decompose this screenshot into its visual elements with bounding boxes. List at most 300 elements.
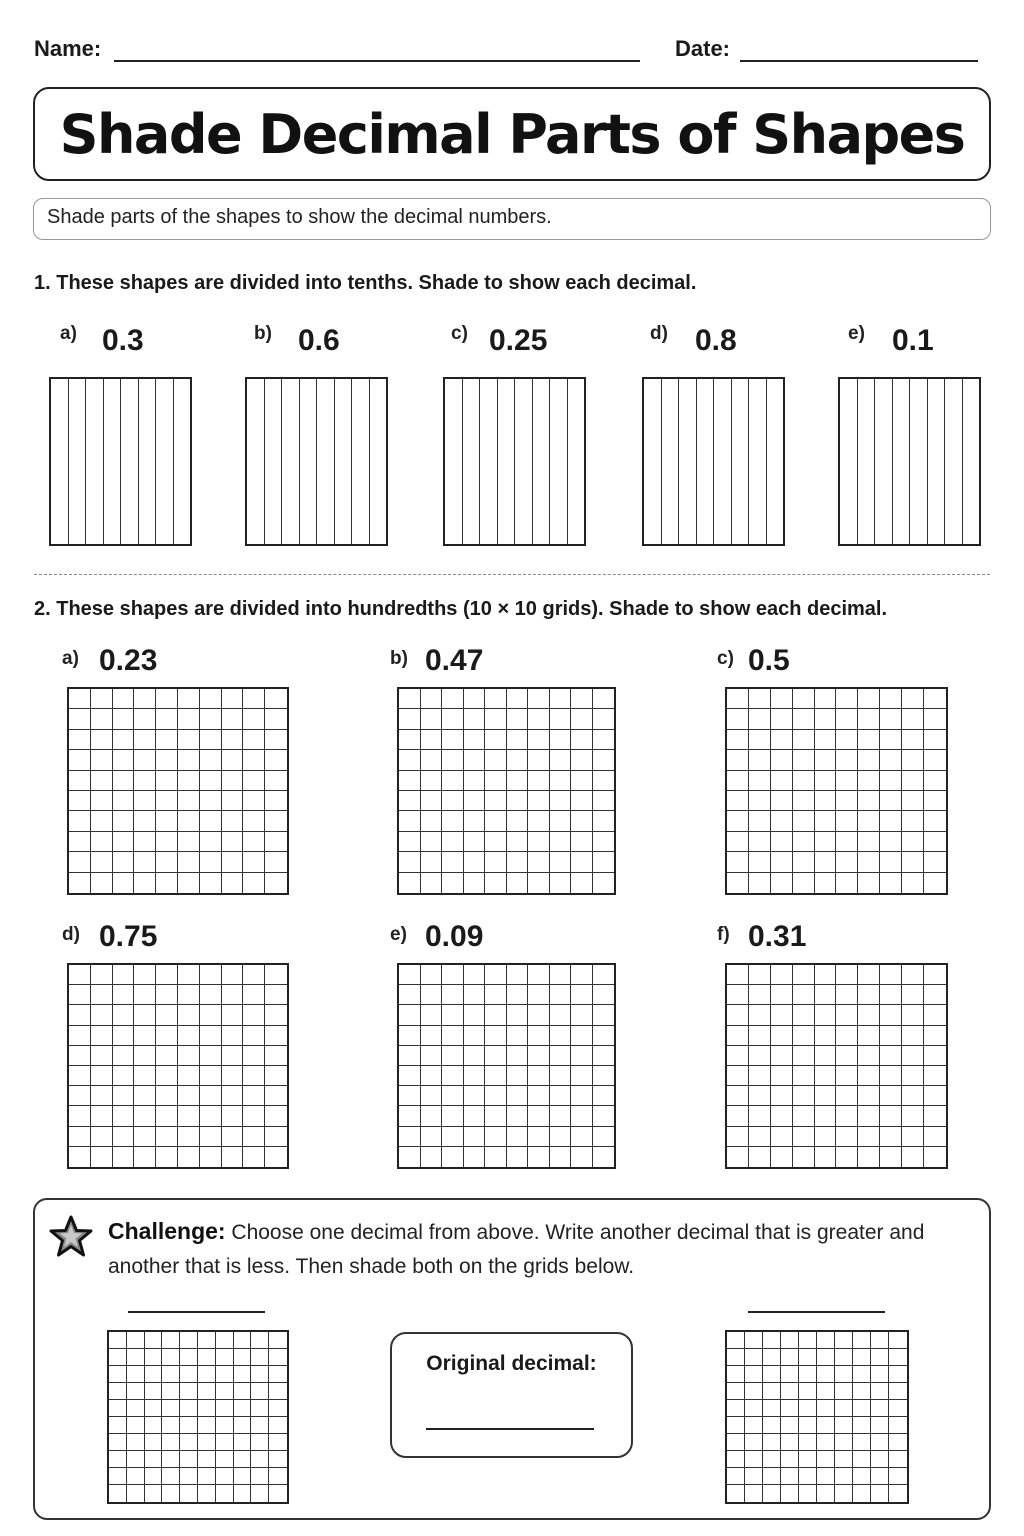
grid-cell[interactable] <box>251 1485 269 1502</box>
grid-cell[interactable] <box>858 1086 880 1106</box>
grid-cell[interactable] <box>134 832 156 852</box>
grid-cell[interactable] <box>162 1417 180 1434</box>
grid-cell[interactable] <box>507 730 529 750</box>
grid-cell[interactable] <box>127 1417 145 1434</box>
grid-cell[interactable] <box>749 709 771 729</box>
grid-cell[interactable] <box>781 1451 799 1468</box>
grid-cell[interactable] <box>198 1332 216 1349</box>
grid-cell[interactable] <box>399 1046 421 1066</box>
grid-cell[interactable] <box>528 1026 550 1046</box>
grid-cell[interactable] <box>127 1366 145 1383</box>
tenth-strip[interactable] <box>749 379 767 544</box>
grid-cell[interactable] <box>113 965 135 985</box>
grid-cell[interactable] <box>763 1349 781 1366</box>
grid-cell[interactable] <box>251 1366 269 1383</box>
grid-cell[interactable] <box>793 791 815 811</box>
grid-cell[interactable] <box>799 1485 817 1502</box>
grid-cell[interactable] <box>507 873 529 893</box>
grid-cell[interactable] <box>145 1349 163 1366</box>
grid-cell[interactable] <box>485 689 507 709</box>
grid-cell[interactable] <box>815 1066 837 1086</box>
grid-cell[interactable] <box>91 750 113 770</box>
grid-cell[interactable] <box>113 1086 135 1106</box>
grid-cell[interactable] <box>200 771 222 791</box>
grid-cell[interactable] <box>550 873 572 893</box>
grid-cell[interactable] <box>880 1086 902 1106</box>
grid-cell[interactable] <box>156 1086 178 1106</box>
grid-cell[interactable] <box>109 1451 127 1468</box>
grid-cell[interactable] <box>198 1366 216 1383</box>
grid-cell[interactable] <box>265 689 287 709</box>
grid-cell[interactable] <box>464 811 486 831</box>
grid-cell[interactable] <box>815 709 837 729</box>
grid-cell[interactable] <box>222 1046 244 1066</box>
grid-cell[interactable] <box>265 791 287 811</box>
grid-cell[interactable] <box>234 1417 252 1434</box>
grid-cell[interactable] <box>399 1127 421 1147</box>
grid-cell[interactable] <box>871 1451 889 1468</box>
grid-cell[interactable] <box>771 1086 793 1106</box>
grid-cell[interactable] <box>113 1046 135 1066</box>
grid-cell[interactable] <box>593 985 615 1005</box>
grid-cell[interactable] <box>464 689 486 709</box>
tenth-strip[interactable] <box>662 379 680 544</box>
grid-cell[interactable] <box>836 1005 858 1025</box>
grid-cell[interactable] <box>251 1332 269 1349</box>
grid-cell[interactable] <box>91 852 113 872</box>
grid-cell[interactable] <box>771 771 793 791</box>
tenth-strip[interactable] <box>174 379 191 544</box>
grid-cell[interactable] <box>593 750 615 770</box>
grid-cell[interactable] <box>222 1147 244 1167</box>
grid-cell[interactable] <box>91 730 113 750</box>
grid-cell[interactable] <box>902 985 924 1005</box>
grid-cell[interactable] <box>399 1106 421 1126</box>
grid-cell[interactable] <box>836 985 858 1005</box>
grid-cell[interactable] <box>399 709 421 729</box>
grid-cell[interactable] <box>421 1026 443 1046</box>
grid-cell[interactable] <box>156 832 178 852</box>
grid-cell[interactable] <box>200 852 222 872</box>
grid-cell[interactable] <box>835 1383 853 1400</box>
grid-cell[interactable] <box>156 1066 178 1086</box>
grid-cell[interactable] <box>771 873 793 893</box>
grid-cell[interactable] <box>265 771 287 791</box>
grid-cell[interactable] <box>507 709 529 729</box>
grid-cell[interactable] <box>222 1005 244 1025</box>
grid-cell[interactable] <box>799 1434 817 1451</box>
grid-cell[interactable] <box>113 709 135 729</box>
grid-cell[interactable] <box>858 965 880 985</box>
grid-cell[interactable] <box>216 1349 234 1366</box>
grid-cell[interactable] <box>836 730 858 750</box>
grid-cell[interactable] <box>853 1434 871 1451</box>
grid-cell[interactable] <box>113 852 135 872</box>
tenth-strip[interactable] <box>104 379 122 544</box>
grid-cell[interactable] <box>234 1400 252 1417</box>
grid-cell[interactable] <box>571 1147 593 1167</box>
grid-cell[interactable] <box>528 1127 550 1147</box>
grid-cell[interactable] <box>421 689 443 709</box>
grid-cell[interactable] <box>853 1349 871 1366</box>
grid-cell[interactable] <box>243 771 265 791</box>
tenth-strip[interactable] <box>265 379 283 544</box>
grid-cell[interactable] <box>571 965 593 985</box>
grid-cell[interactable] <box>69 873 91 893</box>
grid-cell[interactable] <box>771 1106 793 1126</box>
grid-cell[interactable] <box>134 1026 156 1046</box>
grid-cell[interactable] <box>835 1332 853 1349</box>
grid-cell[interactable] <box>145 1468 163 1485</box>
grid-cell[interactable] <box>815 965 837 985</box>
grid-cell[interactable] <box>835 1468 853 1485</box>
grid-cell[interactable] <box>593 1026 615 1046</box>
grid-cell[interactable] <box>763 1434 781 1451</box>
grid-cell[interactable] <box>727 1417 745 1434</box>
grid-cell[interactable] <box>880 750 902 770</box>
grid-cell[interactable] <box>727 730 749 750</box>
grid-cell[interactable] <box>69 832 91 852</box>
grid-cell[interactable] <box>727 1066 749 1086</box>
grid-cell[interactable] <box>817 1400 835 1417</box>
grid-cell[interactable] <box>793 1066 815 1086</box>
q1-tenths-shape-b[interactable] <box>245 377 388 546</box>
grid-cell[interactable] <box>113 771 135 791</box>
grid-cell[interactable] <box>91 1127 113 1147</box>
grid-cell[interactable] <box>902 771 924 791</box>
grid-cell[interactable] <box>265 1086 287 1106</box>
grid-cell[interactable] <box>109 1417 127 1434</box>
grid-cell[interactable] <box>485 730 507 750</box>
grid-cell[interactable] <box>265 832 287 852</box>
grid-cell[interactable] <box>464 1046 486 1066</box>
grid-cell[interactable] <box>924 791 946 811</box>
grid-cell[interactable] <box>222 985 244 1005</box>
grid-cell[interactable] <box>399 730 421 750</box>
challenge-grid-left[interactable] <box>107 1330 289 1504</box>
tenth-strip[interactable] <box>121 379 139 544</box>
grid-cell[interactable] <box>178 832 200 852</box>
grid-cell[interactable] <box>178 1086 200 1106</box>
grid-cell[interactable] <box>442 873 464 893</box>
grid-cell[interactable] <box>550 1005 572 1025</box>
grid-cell[interactable] <box>156 985 178 1005</box>
grid-cell[interactable] <box>234 1366 252 1383</box>
grid-cell[interactable] <box>871 1468 889 1485</box>
grid-cell[interactable] <box>464 852 486 872</box>
grid-cell[interactable] <box>145 1485 163 1502</box>
grid-cell[interactable] <box>889 1485 907 1502</box>
grid-cell[interactable] <box>858 1127 880 1147</box>
grid-cell[interactable] <box>421 1066 443 1086</box>
grid-cell[interactable] <box>91 1086 113 1106</box>
grid-cell[interactable] <box>593 1127 615 1147</box>
grid-cell[interactable] <box>421 873 443 893</box>
grid-cell[interactable] <box>421 730 443 750</box>
grid-cell[interactable] <box>853 1400 871 1417</box>
grid-cell[interactable] <box>243 811 265 831</box>
grid-cell[interactable] <box>593 965 615 985</box>
grid-cell[interactable] <box>178 852 200 872</box>
grid-cell[interactable] <box>902 1147 924 1167</box>
grid-cell[interactable] <box>880 709 902 729</box>
grid-cell[interactable] <box>216 1332 234 1349</box>
grid-cell[interactable] <box>399 832 421 852</box>
grid-cell[interactable] <box>178 730 200 750</box>
grid-cell[interactable] <box>113 791 135 811</box>
grid-cell[interactable] <box>550 965 572 985</box>
grid-cell[interactable] <box>571 689 593 709</box>
grid-cell[interactable] <box>421 852 443 872</box>
grid-cell[interactable] <box>91 1046 113 1066</box>
grid-cell[interactable] <box>835 1366 853 1383</box>
grid-cell[interactable] <box>127 1468 145 1485</box>
grid-cell[interactable] <box>145 1383 163 1400</box>
grid-cell[interactable] <box>234 1468 252 1485</box>
grid-cell[interactable] <box>134 1147 156 1167</box>
grid-cell[interactable] <box>528 1066 550 1086</box>
grid-cell[interactable] <box>399 1066 421 1086</box>
grid-cell[interactable] <box>571 985 593 1005</box>
grid-cell[interactable] <box>815 873 837 893</box>
grid-cell[interactable] <box>113 1005 135 1025</box>
grid-cell[interactable] <box>421 811 443 831</box>
grid-cell[interactable] <box>222 832 244 852</box>
grid-cell[interactable] <box>528 852 550 872</box>
grid-cell[interactable] <box>799 1349 817 1366</box>
grid-cell[interactable] <box>858 1005 880 1025</box>
grid-cell[interactable] <box>528 791 550 811</box>
grid-cell[interactable] <box>749 689 771 709</box>
grid-cell[interactable] <box>858 1066 880 1086</box>
grid-cell[interactable] <box>858 1106 880 1126</box>
grid-cell[interactable] <box>178 873 200 893</box>
grid-cell[interactable] <box>749 1046 771 1066</box>
grid-cell[interactable] <box>749 1026 771 1046</box>
grid-cell[interactable] <box>793 771 815 791</box>
grid-cell[interactable] <box>507 1147 529 1167</box>
grid-cell[interactable] <box>485 709 507 729</box>
grid-cell[interactable] <box>727 1086 749 1106</box>
grid-cell[interactable] <box>763 1366 781 1383</box>
grid-cell[interactable] <box>113 689 135 709</box>
grid-cell[interactable] <box>902 1066 924 1086</box>
grid-cell[interactable] <box>156 1106 178 1126</box>
grid-cell[interactable] <box>793 852 815 872</box>
grid-cell[interactable] <box>464 1147 486 1167</box>
grid-cell[interactable] <box>902 852 924 872</box>
grid-cell[interactable] <box>200 1106 222 1126</box>
grid-cell[interactable] <box>817 1332 835 1349</box>
grid-cell[interactable] <box>727 1127 749 1147</box>
grid-cell[interactable] <box>858 985 880 1005</box>
grid-cell[interactable] <box>889 1451 907 1468</box>
grid-cell[interactable] <box>91 1026 113 1046</box>
grid-cell[interactable] <box>793 965 815 985</box>
grid-cell[interactable] <box>836 1026 858 1046</box>
grid-cell[interactable] <box>113 811 135 831</box>
grid-cell[interactable] <box>134 750 156 770</box>
grid-cell[interactable] <box>113 1147 135 1167</box>
grid-cell[interactable] <box>91 873 113 893</box>
grid-cell[interactable] <box>234 1383 252 1400</box>
grid-cell[interactable] <box>269 1417 287 1434</box>
grid-cell[interactable] <box>727 832 749 852</box>
grid-cell[interactable] <box>222 709 244 729</box>
grid-cell[interactable] <box>180 1468 198 1485</box>
grid-cell[interactable] <box>91 985 113 1005</box>
grid-cell[interactable] <box>771 852 793 872</box>
grid-cell[interactable] <box>507 811 529 831</box>
grid-cell[interactable] <box>799 1400 817 1417</box>
grid-cell[interactable] <box>781 1400 799 1417</box>
grid-cell[interactable] <box>727 1434 745 1451</box>
grid-cell[interactable] <box>528 965 550 985</box>
grid-cell[interactable] <box>817 1451 835 1468</box>
grid-cell[interactable] <box>127 1434 145 1451</box>
grid-cell[interactable] <box>853 1451 871 1468</box>
grid-cell[interactable] <box>745 1451 763 1468</box>
grid-cell[interactable] <box>835 1434 853 1451</box>
grid-cell[interactable] <box>162 1451 180 1468</box>
grid-cell[interactable] <box>836 1127 858 1147</box>
grid-cell[interactable] <box>771 1066 793 1086</box>
lesser-decimal-field[interactable] <box>128 1311 265 1313</box>
grid-cell[interactable] <box>924 873 946 893</box>
tenth-strip[interactable] <box>858 379 876 544</box>
grid-cell[interactable] <box>749 811 771 831</box>
grid-cell[interactable] <box>243 965 265 985</box>
grid-cell[interactable] <box>815 1005 837 1025</box>
grid-cell[interactable] <box>156 791 178 811</box>
grid-cell[interactable] <box>889 1468 907 1485</box>
grid-cell[interactable] <box>727 709 749 729</box>
grid-cell[interactable] <box>156 811 178 831</box>
grid-cell[interactable] <box>727 852 749 872</box>
grid-cell[interactable] <box>91 832 113 852</box>
grid-cell[interactable] <box>880 1066 902 1086</box>
tenth-strip[interactable] <box>445 379 463 544</box>
grid-cell[interactable] <box>127 1332 145 1349</box>
grid-cell[interactable] <box>902 1005 924 1025</box>
grid-cell[interactable] <box>162 1332 180 1349</box>
grid-cell[interactable] <box>507 791 529 811</box>
grid-cell[interactable] <box>858 832 880 852</box>
grid-cell[interactable] <box>178 791 200 811</box>
grid-cell[interactable] <box>880 985 902 1005</box>
grid-cell[interactable] <box>924 1127 946 1147</box>
grid-cell[interactable] <box>464 771 486 791</box>
grid-cell[interactable] <box>836 873 858 893</box>
grid-cell[interactable] <box>593 771 615 791</box>
grid-cell[interactable] <box>745 1400 763 1417</box>
tenth-strip[interactable] <box>69 379 87 544</box>
grid-cell[interactable] <box>265 985 287 1005</box>
grid-cell[interactable] <box>269 1468 287 1485</box>
grid-cell[interactable] <box>858 771 880 791</box>
grid-cell[interactable] <box>858 873 880 893</box>
grid-cell[interactable] <box>399 873 421 893</box>
grid-cell[interactable] <box>727 1046 749 1066</box>
grid-cell[interactable] <box>180 1332 198 1349</box>
grid-cell[interactable] <box>442 1106 464 1126</box>
grid-cell[interactable] <box>593 811 615 831</box>
grid-cell[interactable] <box>251 1349 269 1366</box>
grid-cell[interactable] <box>528 1147 550 1167</box>
grid-cell[interactable] <box>251 1383 269 1400</box>
grid-cell[interactable] <box>91 1005 113 1025</box>
grid-cell[interactable] <box>593 1046 615 1066</box>
grid-cell[interactable] <box>485 1026 507 1046</box>
grid-cell[interactable] <box>550 1026 572 1046</box>
grid-cell[interactable] <box>793 873 815 893</box>
grid-cell[interactable] <box>399 1086 421 1106</box>
grid-cell[interactable] <box>421 1106 443 1126</box>
grid-cell[interactable] <box>200 832 222 852</box>
grid-cell[interactable] <box>69 689 91 709</box>
grid-cell[interactable] <box>265 1066 287 1086</box>
grid-cell[interactable] <box>902 689 924 709</box>
grid-cell[interactable] <box>853 1468 871 1485</box>
grid-cell[interactable] <box>145 1417 163 1434</box>
grid-cell[interactable] <box>853 1383 871 1400</box>
grid-cell[interactable] <box>265 873 287 893</box>
grid-cell[interactable] <box>243 852 265 872</box>
q2-hundredths-grid-f[interactable] <box>725 963 948 1169</box>
grid-cell[interactable] <box>815 1127 837 1147</box>
grid-cell[interactable] <box>880 811 902 831</box>
grid-cell[interactable] <box>749 1106 771 1126</box>
grid-cell[interactable] <box>69 1005 91 1025</box>
grid-cell[interactable] <box>442 1086 464 1106</box>
grid-cell[interactable] <box>880 1106 902 1126</box>
grid-cell[interactable] <box>924 1147 946 1167</box>
grid-cell[interactable] <box>781 1434 799 1451</box>
grid-cell[interactable] <box>198 1451 216 1468</box>
grid-cell[interactable] <box>836 1147 858 1167</box>
grid-cell[interactable] <box>528 985 550 1005</box>
grid-cell[interactable] <box>815 791 837 811</box>
grid-cell[interactable] <box>200 750 222 770</box>
grid-cell[interactable] <box>200 985 222 1005</box>
q1-tenths-shape-e[interactable] <box>838 377 981 546</box>
grid-cell[interactable] <box>727 1400 745 1417</box>
grid-cell[interactable] <box>528 750 550 770</box>
grid-cell[interactable] <box>880 730 902 750</box>
grid-cell[interactable] <box>156 1127 178 1147</box>
grid-cell[interactable] <box>421 1046 443 1066</box>
grid-cell[interactable] <box>421 709 443 729</box>
grid-cell[interactable] <box>550 832 572 852</box>
grid-cell[interactable] <box>763 1417 781 1434</box>
grid-cell[interactable] <box>815 1046 837 1066</box>
grid-cell[interactable] <box>871 1383 889 1400</box>
grid-cell[interactable] <box>269 1400 287 1417</box>
grid-cell[interactable] <box>815 771 837 791</box>
grid-cell[interactable] <box>222 873 244 893</box>
grid-cell[interactable] <box>69 1127 91 1147</box>
grid-cell[interactable] <box>571 811 593 831</box>
grid-cell[interactable] <box>421 965 443 985</box>
grid-cell[interactable] <box>91 1066 113 1086</box>
grid-cell[interactable] <box>265 1106 287 1126</box>
grid-cell[interactable] <box>593 1066 615 1086</box>
tenth-strip[interactable] <box>732 379 750 544</box>
grid-cell[interactable] <box>771 750 793 770</box>
grid-cell[interactable] <box>727 1366 745 1383</box>
grid-cell[interactable] <box>399 852 421 872</box>
grid-cell[interactable] <box>727 873 749 893</box>
